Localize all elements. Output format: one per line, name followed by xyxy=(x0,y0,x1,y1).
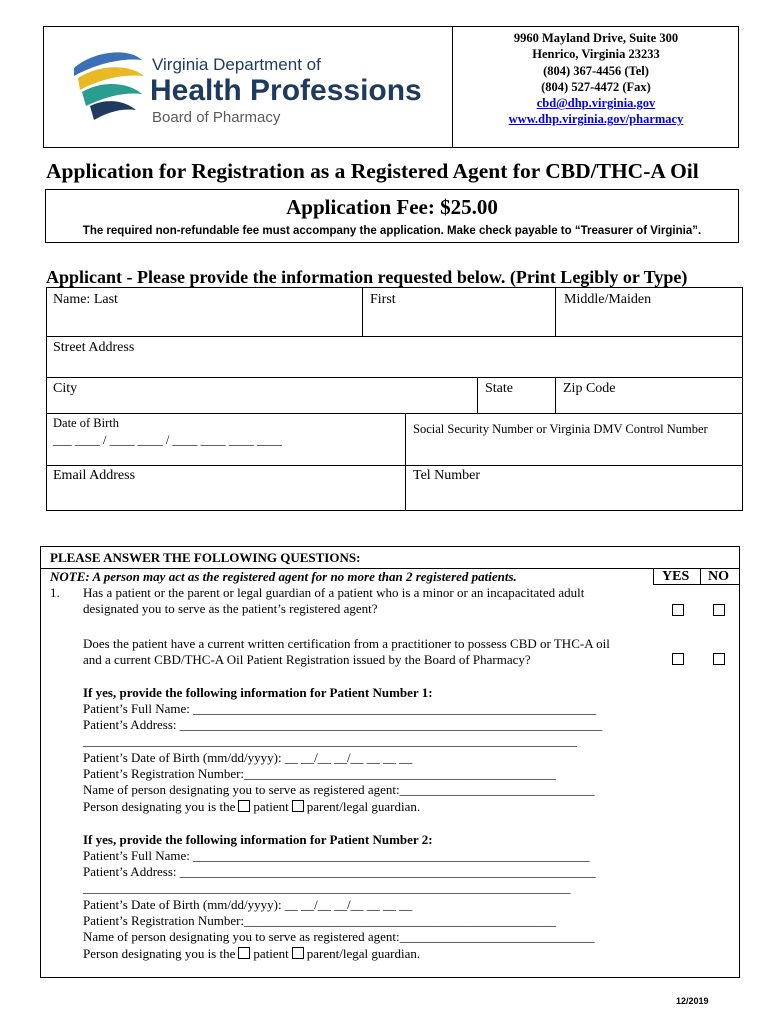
patient1-address-field[interactable]: Patient’s Address: _________________________________________________________________ xyxy=(83,717,603,732)
no-header: NO xyxy=(708,569,729,584)
patient2-reg-number-field[interactable]: Patient’s Registration Number:________________________________________________ xyxy=(83,913,557,928)
patient1-reg-number-field[interactable]: Patient’s Registration Number:________________________________________________ xyxy=(83,766,557,781)
contact-website-link[interactable]: www.dhp.virginia.gov/pharmacy xyxy=(508,112,684,127)
form-divider xyxy=(555,377,556,413)
state-field[interactable]: State xyxy=(485,381,513,396)
patient2-patient-checkbox[interactable] xyxy=(238,947,250,959)
page-title: Application for Registration as a Registered Agent for CBD/THC-A Oil xyxy=(46,159,699,183)
patient2-address-line2-field[interactable]: ___________________________________________________________________________ xyxy=(83,880,571,895)
questions-box xyxy=(40,546,740,978)
patient1-dob-field[interactable]: Patient’s Date of Birth (mm/dd/yyyy): __ __/__ __/__ __ __ __ xyxy=(83,750,413,765)
name-first-field[interactable]: First xyxy=(370,292,396,307)
patient2-heading: If yes, provide the following information for Patient Number 2: xyxy=(83,832,433,847)
form-rule xyxy=(47,465,742,466)
patient2-full-name-field[interactable]: Patient’s Full Name: _____________________________________________________________ xyxy=(83,848,590,863)
q2-no-checkbox[interactable] xyxy=(713,653,725,665)
patient2-address-field[interactable]: Patient’s Address: ________________________________________________________________ xyxy=(83,864,596,879)
applicant-form xyxy=(46,287,743,511)
name-middle-field[interactable]: Middle/Maiden xyxy=(564,292,652,307)
patient1-designator-field[interactable]: Name of person designating you to serve as registered agent:______________________________ xyxy=(83,782,595,797)
logo-line1: Virginia Department of xyxy=(152,55,321,74)
contact-address2: Henrico, Virginia 23233 xyxy=(532,47,660,62)
name-last-field[interactable]: Name: Last xyxy=(53,292,118,307)
fee-title: Application Fee: $25.00 xyxy=(286,195,498,219)
fee-note: The required non-refundable fee must accompany the application. Make check payable to “Treasurer of Virginia”. xyxy=(82,225,702,237)
q1-no-checkbox[interactable] xyxy=(713,604,725,616)
patient1-full-name-field[interactable]: Patient’s Full Name: ______________________________________________________________ xyxy=(83,701,597,716)
q2-text-line1: Does the patient have a current written certification from a practitioner to possess CBD or THC-A oil xyxy=(83,636,610,651)
contact-fax: (804) 527-4472 (Fax) xyxy=(541,79,651,94)
patient2-guardian-checkbox[interactable] xyxy=(292,947,304,959)
patient2-option-patient: patient xyxy=(253,946,289,961)
patient2-designating-row xyxy=(83,946,420,962)
form-divider xyxy=(477,377,478,413)
patient2-designating-prefix: Person designating you is the xyxy=(83,946,236,961)
contact-address1: 9960 Mayland Drive, Suite 300 xyxy=(513,31,679,45)
tel-field[interactable]: Tel Number xyxy=(413,468,481,483)
ssn-field[interactable]: Social Security Number or Virginia DMV Control Number xyxy=(413,422,708,436)
questions-note: NOTE: A person may act as the registered agent for no more than 2 registered patients. xyxy=(50,569,517,584)
revision-date: 12/2019 xyxy=(676,996,709,1006)
yes-no-divider xyxy=(700,568,701,584)
email-field[interactable]: Email Address xyxy=(53,468,136,483)
patient2-dob-field[interactable]: Patient’s Date of Birth (mm/dd/yyyy): __ __/__ __/__ __ __ __ xyxy=(83,897,413,912)
q1-number: 1. xyxy=(50,585,60,600)
patient1-guardian-checkbox[interactable] xyxy=(292,800,304,812)
patient1-patient-checkbox[interactable] xyxy=(238,800,250,812)
header-divider xyxy=(452,26,453,148)
form-divider xyxy=(405,413,406,510)
patient2-designator-field[interactable]: Name of person designating you to serve as registered agent:______________________________ xyxy=(83,929,595,944)
patient1-option-guardian: parent/legal guardian. xyxy=(306,799,421,814)
form-rule xyxy=(47,336,742,337)
dob-label: Date of Birth xyxy=(53,416,119,430)
questions-heading: PLEASE ANSWER THE FOLLOWING QUESTIONS: xyxy=(50,550,361,565)
form-rule xyxy=(47,413,742,414)
form-divider xyxy=(555,288,556,336)
dob-field[interactable]: ___ ____ / ____ ____ / ____ ____ ____ ____ xyxy=(53,433,282,447)
applicant-heading: Applicant - Please provide the information requested below. (Print Legibly or Type) xyxy=(46,267,688,287)
patient1-designating-row xyxy=(83,799,420,815)
q1-text-line1: Has a patient or the parent or legal guardian of a patient who is a minor or an incapacitated adult xyxy=(83,585,585,600)
contact-block xyxy=(456,30,736,128)
patient2-option-guardian: parent/legal guardian. xyxy=(306,946,421,961)
logo-line2: Health Professions xyxy=(150,74,422,107)
street-address-field[interactable]: Street Address xyxy=(53,340,135,355)
patient1-option-patient: patient xyxy=(253,799,289,814)
form-rule xyxy=(47,377,742,378)
yes-col-left xyxy=(653,568,654,584)
patient1-address-line2-field[interactable]: ____________________________________________________________________________ xyxy=(83,733,577,748)
logo-line3: Board of Pharmacy xyxy=(152,109,281,126)
q2-yes-checkbox[interactable] xyxy=(672,653,684,665)
patient1-designating-prefix: Person designating you is the xyxy=(83,799,236,814)
yes-header: YES xyxy=(662,569,690,584)
contact-email-link[interactable]: cbd@dhp.virginia.gov xyxy=(536,96,656,111)
q2-text-line2: and a current CBD/THC-A Oil Patient Registration issued by the Board of Pharmacy? xyxy=(83,652,531,667)
dhp-logo xyxy=(70,46,440,136)
zip-field[interactable]: Zip Code xyxy=(563,381,616,396)
contact-tel: (804) 367-4456 (Tel) xyxy=(543,63,649,78)
form-divider xyxy=(362,288,363,336)
q1-text-line2: designated you to serve as the patient’s registered agent? xyxy=(83,601,378,616)
dhp-logo-mark xyxy=(70,46,440,136)
city-field[interactable]: City xyxy=(53,381,78,396)
q1-yes-checkbox[interactable] xyxy=(672,604,684,616)
patient1-heading: If yes, provide the following information for Patient Number 1: xyxy=(83,685,433,700)
